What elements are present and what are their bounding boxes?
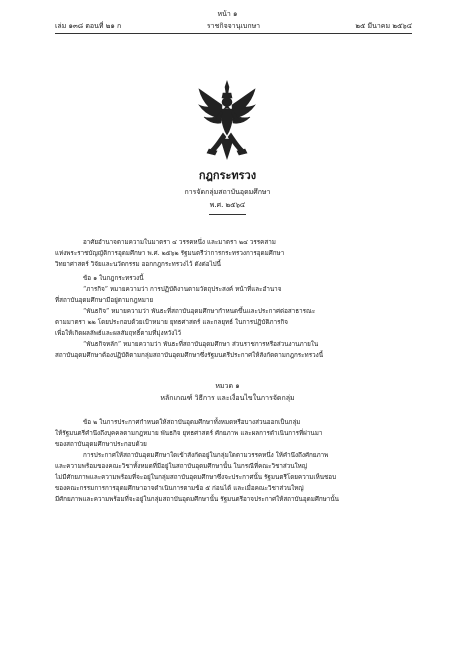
text-line: ที่สถาบันอุดมศึกษามีอยู่ตามกฎหมาย — [55, 297, 154, 304]
text-line: ของสถาบันอุดมศึกษาประกอบด้วย — [55, 441, 147, 448]
text-line: ของคณะกรรมการการอุดมศึกษาอาจดำเนินการตามข้อ ๕ ก่อนได้ และเมื่อคณะวิชาส่วนใหญ่ — [55, 485, 304, 492]
text-line: ไม่มีศักยภาพและความพร้อมที่จะอยู่ในกลุ่มสถาบันอุดมศึกษาซึ่งจะประกาศนั้น รัฐมนตรีโดยความเห็นชอบ — [55, 474, 337, 481]
text-line: ข้อ ๒ ในการประกาศกำหนดให้สถาบันอุดมศึกษาทั้งหมดหรือบางส่วนออกเป็นกลุ่ม — [83, 419, 301, 426]
preamble — [55, 237, 412, 270]
document-year: พ.ศ. ๒๕๖๔ — [209, 201, 246, 209]
text-line: เพื่อให้เกิดผลลัพธ์และผลสัมฤทธิ์ตามที่มุ่งหวังไว้ — [55, 330, 182, 337]
section-title: หลักเกณฑ์ วิธีการ และเงื่อนไขในการจัดกลุ่ม — [160, 394, 295, 402]
document-subtitle: การจัดกลุ่มสถาบันอุดมศึกษา — [184, 188, 271, 196]
text-line: และความพร้อมของคณะวิชาทั้งหมดที่มีอยู่ในสถาบันอุดมศึกษานั้น ในกรณีที่คณะวิชาส่วนใหญ่ — [55, 463, 308, 470]
title-rule — [209, 214, 246, 215]
text-line: ให้รัฐมนตรีคำนึงถึงบุคคลตามกฎหมาย พันธกิจ ยุทธศาสตร์ ศักยภาพ และผลการดำเนินการที่ผ่านมา — [55, 430, 323, 437]
text-line: แห่งพระราชบัญญัติการอุดมศึกษา พ.ศ. ๒๕๖๒ รัฐมนตรีว่าการกระทรวงการอุดมศึกษา — [55, 250, 285, 257]
gazette-name: ราชกิจจานุเบกษา — [206, 22, 261, 30]
clause-2 — [55, 417, 412, 505]
text-line: การประกาศให้สถาบันอุดมศึกษาใดเข้าสังกัดอยู่ในกลุ่มใดตามวรรคหนึ่ง ให้คำนึงถึงศักยภาพ — [83, 452, 329, 459]
garuda-emblem-icon — [197, 79, 257, 161]
document-title: กฎกระทรวง — [198, 169, 257, 182]
text-line: มีศักยภาพและความพร้อมที่จะอยู่ในกลุ่มสถาบันอุดมศึกษานั้น รัฐมนตรีอาจประกาศให้สถาบันอุดมศึกษานั้น — [55, 496, 339, 503]
text-line: “พันธกิจหลัก” หมายความว่า พันธะที่สถาบันอุดมศึกษา ส่วนราชการหรือส่วนงานภายใน — [83, 341, 319, 348]
text-line: “พันธกิจ” หมายความว่า พันธะที่สถาบันอุดมศึกษากำหนดขึ้นและประกาศต่อสาธารณะ — [83, 308, 316, 315]
text-line: ข้อ ๑ ในกฎกระทรวงนี้ — [83, 275, 144, 282]
clause-1 — [55, 273, 412, 361]
section-number: หมวด ๑ — [215, 382, 240, 390]
volume-issue: เล่ม ๑๓๘ ตอนที่ ๒๑ ก — [55, 22, 122, 30]
page-number: หน้า ๑ — [217, 10, 238, 18]
text-line: สถาบันอุดมศึกษาต้องปฏิบัติตามกลุ่มสถาบันอุดมศึกษาซึ่งรัฐมนตรีประกาศให้สังกัดตามกฎกระทรวงนี้ — [55, 352, 324, 359]
header-rule — [55, 33, 412, 34]
text-line: อาศัยอำนาจตามความในมาตรา ๔ วรรคหนึ่ง และมาตรา ๒๔ วรรคสาม — [83, 239, 276, 246]
publication-date: ๒๕ มีนาคม ๒๕๖๔ — [355, 22, 412, 30]
text-line: วิทยาศาสตร์ วิจัยและนวัตกรรม ออกกฎกระทรวงไว้ ดังต่อไปนี้ — [55, 261, 221, 268]
gazette-header — [55, 21, 412, 31]
text-line: ตามมาตรา ๒๒ โดยประกอบด้วยเป้าหมาย ยุทธศาสตร์ และกลยุทธ์ ในการปฏิบัติภารกิจ — [55, 319, 288, 326]
text-line: “ภารกิจ” หมายความว่า การปฏิบัติงานตามวัตถุประสงค์ หน้าที่และอำนาจ — [83, 286, 282, 293]
